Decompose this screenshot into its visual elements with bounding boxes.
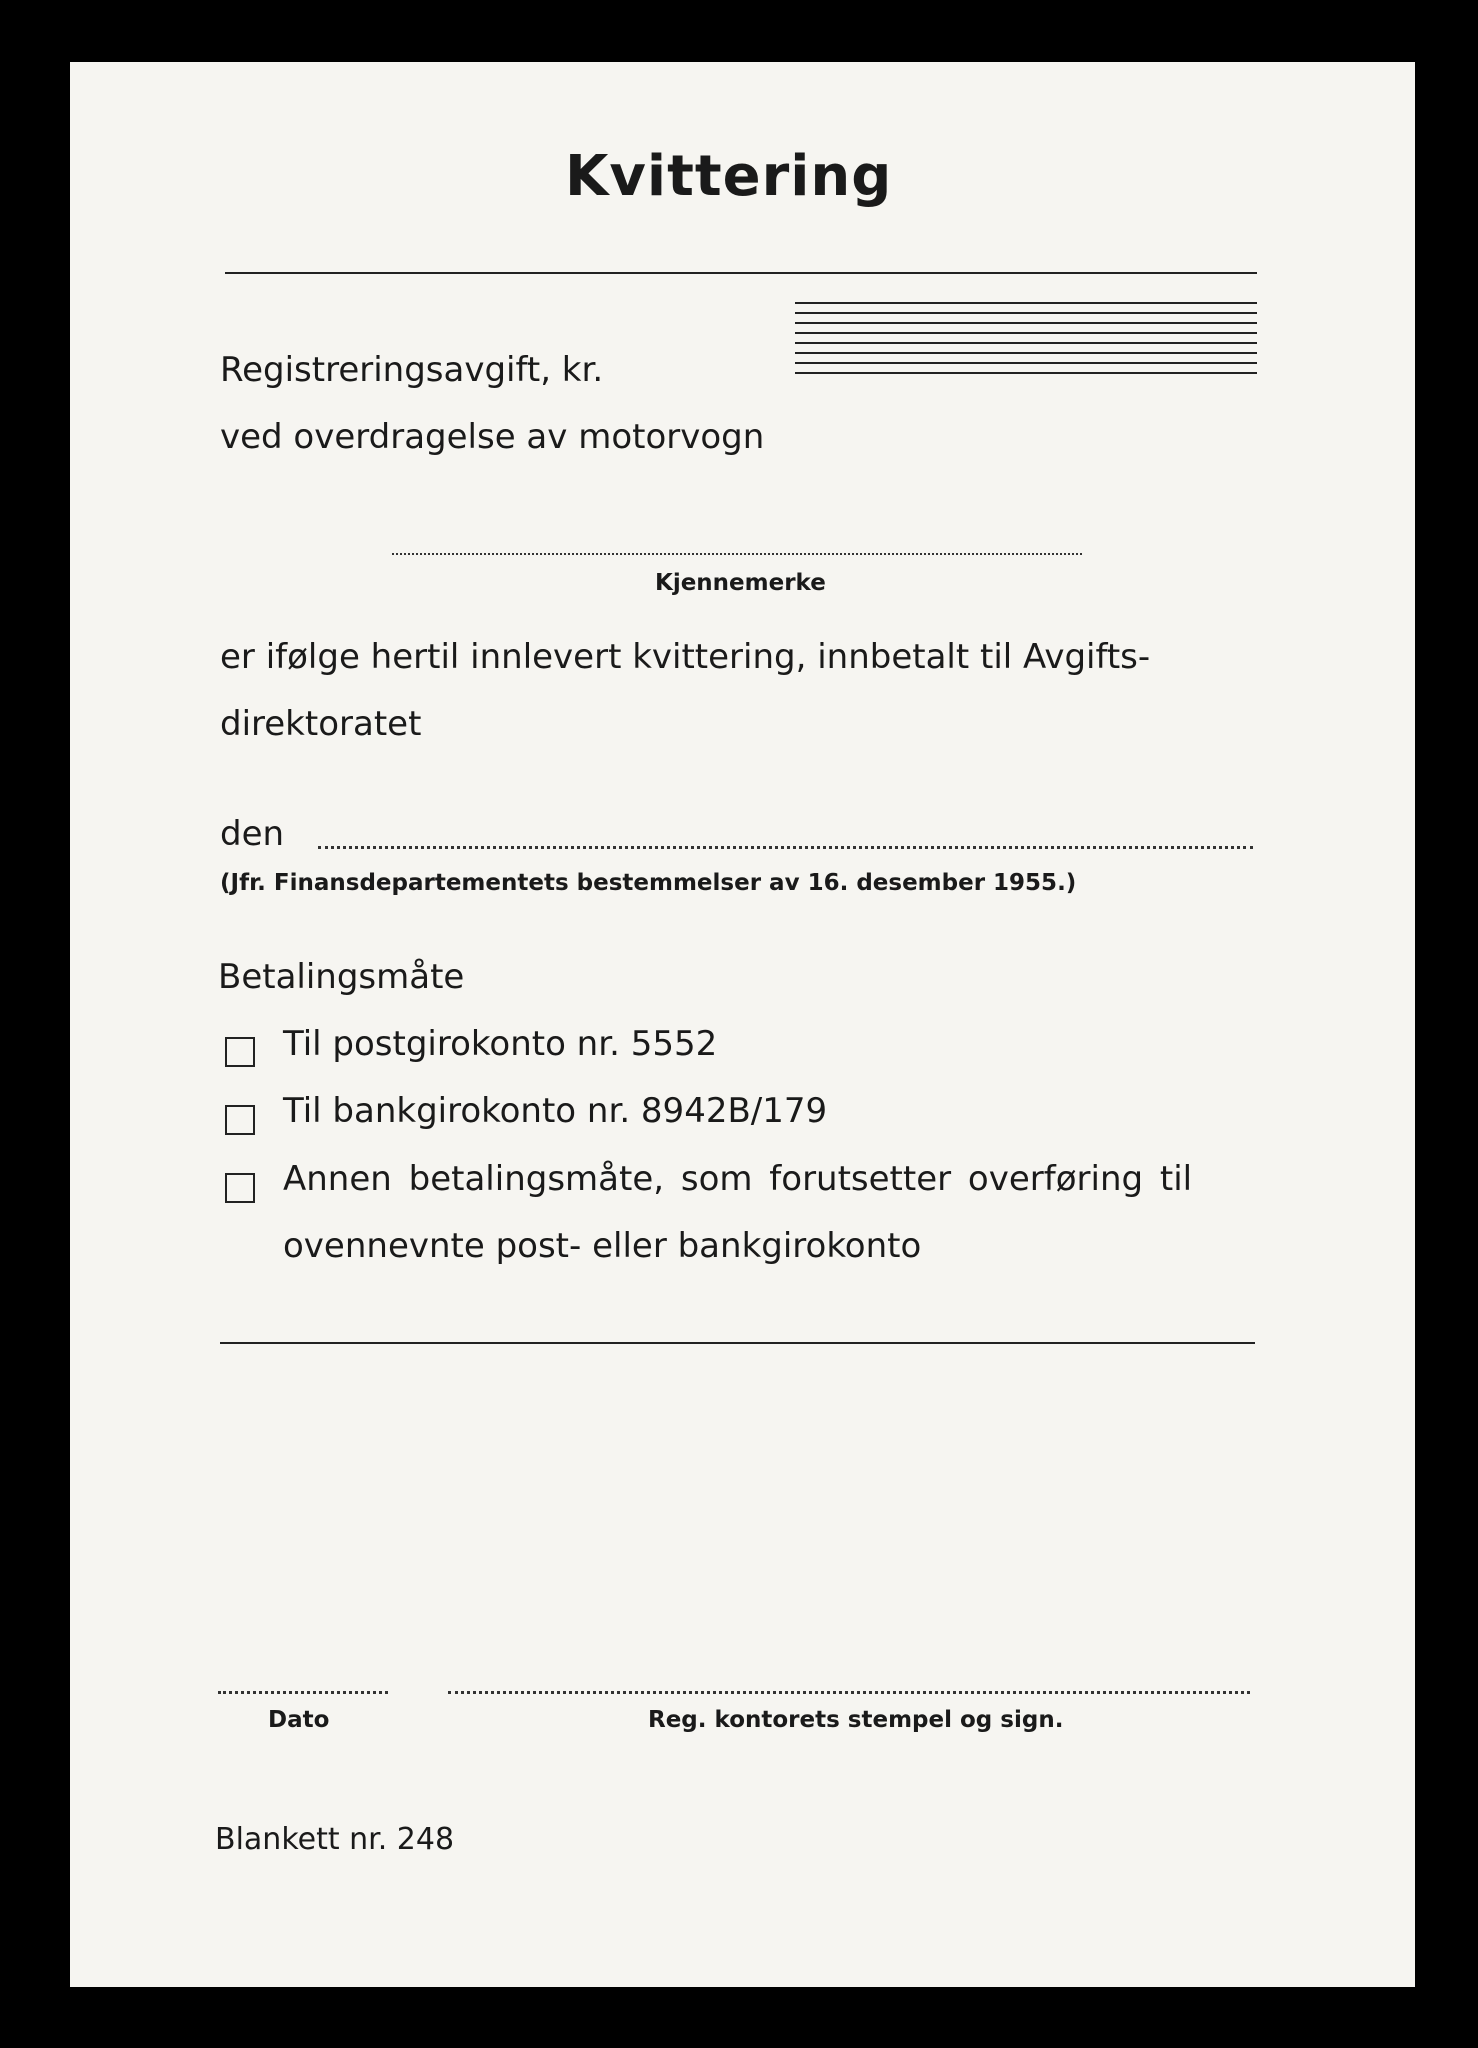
other-payment-option-continued: ovennevnte post- eller bankgirokonto (283, 1226, 922, 1266)
postgiro-checkbox[interactable] (225, 1037, 255, 1067)
date-signature-field[interactable] (218, 1691, 388, 1694)
bankgiro-checkbox[interactable] (225, 1105, 255, 1135)
amount-rule (795, 352, 1257, 354)
license-plate-field[interactable] (392, 553, 1082, 555)
amount-rule (795, 332, 1257, 334)
postgiro-option: Til postgirokonto nr. 5552 (283, 1024, 718, 1064)
plate-caption: Kjennemerke (655, 570, 826, 596)
date-caption: Dato (268, 1707, 330, 1733)
reference-note: (Jfr. Finansdepartementets bestemmelser av 16. desember 1955.) (220, 870, 1077, 896)
amount-rule (795, 362, 1257, 364)
paid-text-line-1: er ifølge hertil innlevert kvittering, innbetalt til Avgifts- (220, 637, 1151, 677)
amount-rule (795, 312, 1257, 314)
bankgiro-option: Til bankgirokonto nr. 8942B/179 (283, 1091, 828, 1131)
other-payment-option: Annen betalingsmåte, som forutsetter overføring til (283, 1159, 1193, 1199)
amount-rule (795, 342, 1257, 344)
amount-rule (795, 302, 1257, 304)
amount-rule (795, 322, 1257, 324)
transfer-label: ved overdragelse av motorvogn (220, 417, 765, 457)
date-prefix: den (220, 814, 285, 854)
section-rule (220, 1342, 1255, 1344)
amount-rule (795, 372, 1257, 374)
fee-label: Registreringsavgift, kr. (220, 350, 604, 390)
stamp-signature-field[interactable] (448, 1691, 1250, 1694)
paid-text-line-2: direktoratet (220, 704, 422, 744)
other-payment-checkbox[interactable] (225, 1173, 255, 1203)
form-number: Blankett nr. 248 (215, 1822, 455, 1857)
form-title: Kvittering (565, 144, 893, 209)
title-rule (225, 272, 1257, 274)
payment-heading: Betalingsmåte (218, 957, 465, 997)
stamp-caption: Reg. kontorets stempel og sign. (648, 1707, 1064, 1733)
payment-date-field[interactable] (318, 846, 1253, 849)
receipt-form (70, 62, 1415, 1987)
